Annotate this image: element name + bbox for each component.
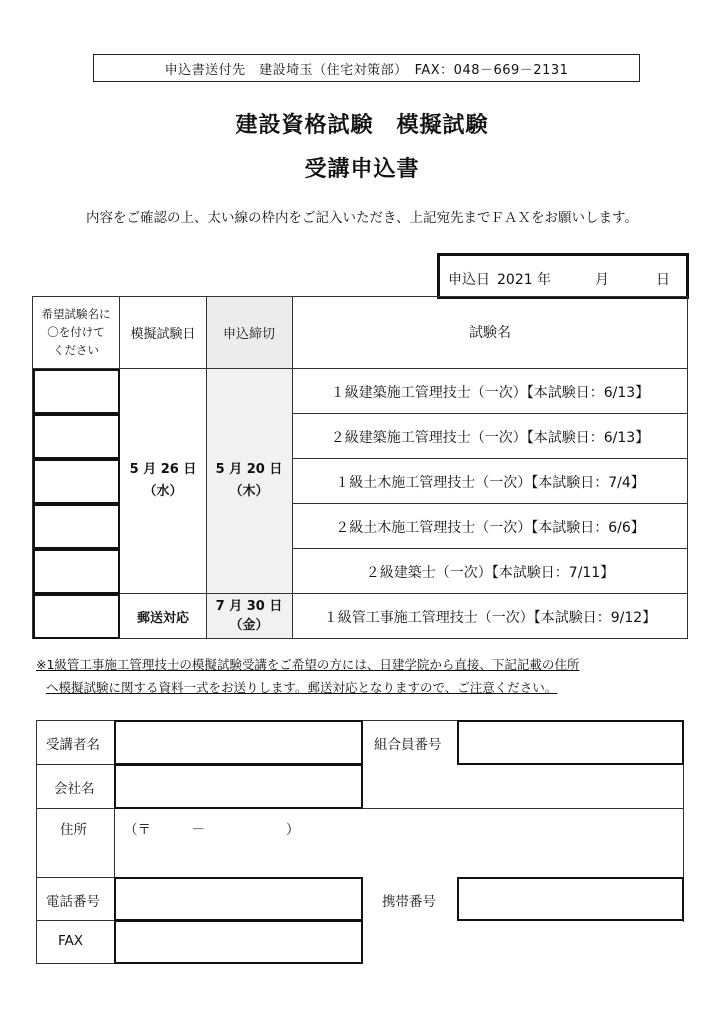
mock-date-header: 模擬試験日 bbox=[130, 326, 196, 342]
note-line-2: へ模擬試験に関する資料一式をお送りします。郵送対応となりますので、ご注意ください。 bbox=[46, 680, 558, 695]
member-number-label: 組合員番号 bbox=[374, 737, 442, 753]
select-column-header: 希望試験名に 〇を付けて ください bbox=[41, 307, 111, 357]
destination-box: 申込書送付先 建設埼玉（住宅対策部） FAX：048－669－2131 bbox=[93, 54, 640, 82]
exam-checkbox-6[interactable] bbox=[33, 594, 120, 639]
application-date-label: 申込日 bbox=[448, 272, 490, 288]
exam-name-header: 試験名 bbox=[469, 325, 511, 341]
phone-label: 電話番号 bbox=[46, 894, 100, 910]
exam-name-5: ２級建築士（一次）【本試験日：7/11】 bbox=[365, 564, 615, 581]
name-label: 受講者名 bbox=[46, 737, 100, 753]
application-date-month: 月 bbox=[595, 272, 609, 288]
name-input[interactable] bbox=[114, 720, 363, 765]
exam-name-4: ２級土木施工管理技士（一次）【本試験日：6/6】 bbox=[335, 519, 645, 536]
application-date-year: 2021 年 bbox=[497, 272, 552, 288]
deadline-group2: 7 月 30 日 （金） bbox=[215, 599, 283, 633]
exam-checkbox-2[interactable] bbox=[33, 414, 120, 459]
deadline-header: 申込締切 bbox=[222, 326, 275, 342]
mobile-label: 携帯番号 bbox=[382, 894, 436, 910]
phone-input[interactable] bbox=[114, 877, 363, 921]
document-subtitle: 受講申込書 bbox=[304, 157, 420, 182]
exam-name-3: １級土木施工管理技士（一次）【本試験日：7/4】 bbox=[335, 474, 645, 491]
application-date-day: 日 bbox=[656, 272, 670, 288]
exam-checkbox-4[interactable] bbox=[33, 504, 120, 549]
exam-checkbox-3[interactable] bbox=[33, 459, 120, 504]
company-label: 会社名 bbox=[54, 781, 95, 797]
exam-selection-table bbox=[32, 296, 688, 639]
deadline-group1: 5 月 20 日 （木） bbox=[215, 462, 283, 499]
fax-input[interactable] bbox=[114, 920, 363, 964]
exam-checkbox-1[interactable] bbox=[33, 369, 120, 414]
mock-date-group1: 5 月 26 日 （水） bbox=[129, 462, 197, 499]
address-label: 住所 bbox=[60, 822, 87, 838]
mail-note bbox=[36, 653, 688, 699]
application-date-box[interactable] bbox=[437, 253, 689, 299]
applicant-form bbox=[36, 720, 684, 964]
exam-name-6: １級管工事施工管理技士（一次）【本試験日：9/12】 bbox=[323, 609, 657, 626]
exam-checkbox-5[interactable] bbox=[33, 549, 120, 594]
company-input[interactable] bbox=[114, 764, 363, 809]
member-number-input[interactable] bbox=[457, 720, 684, 765]
note-line-1: ※1級管工事施工管理技士の模擬試験受講をご希望の方には、日建学院から直接、下記記載の住所 bbox=[36, 657, 580, 672]
exam-name-2: ２級建築施工管理技士（一次）【本試験日：6/13】 bbox=[330, 429, 650, 446]
postal-code-template: （〒 － ） bbox=[124, 822, 300, 838]
mobile-input[interactable] bbox=[457, 877, 684, 921]
document-title: 建設資格試験 模擬試験 bbox=[235, 113, 489, 138]
mock-date-group2: 郵送対応 bbox=[136, 610, 189, 626]
fax-label: FAX bbox=[58, 933, 84, 949]
exam-name-1: １級建築施工管理技士（一次）【本試験日：6/13】 bbox=[330, 384, 650, 401]
instruction-text: 内容をご確認の上、太い線の枠内をご記入いただき、上記宛先までＦＡＸをお願いします。 bbox=[86, 210, 638, 226]
